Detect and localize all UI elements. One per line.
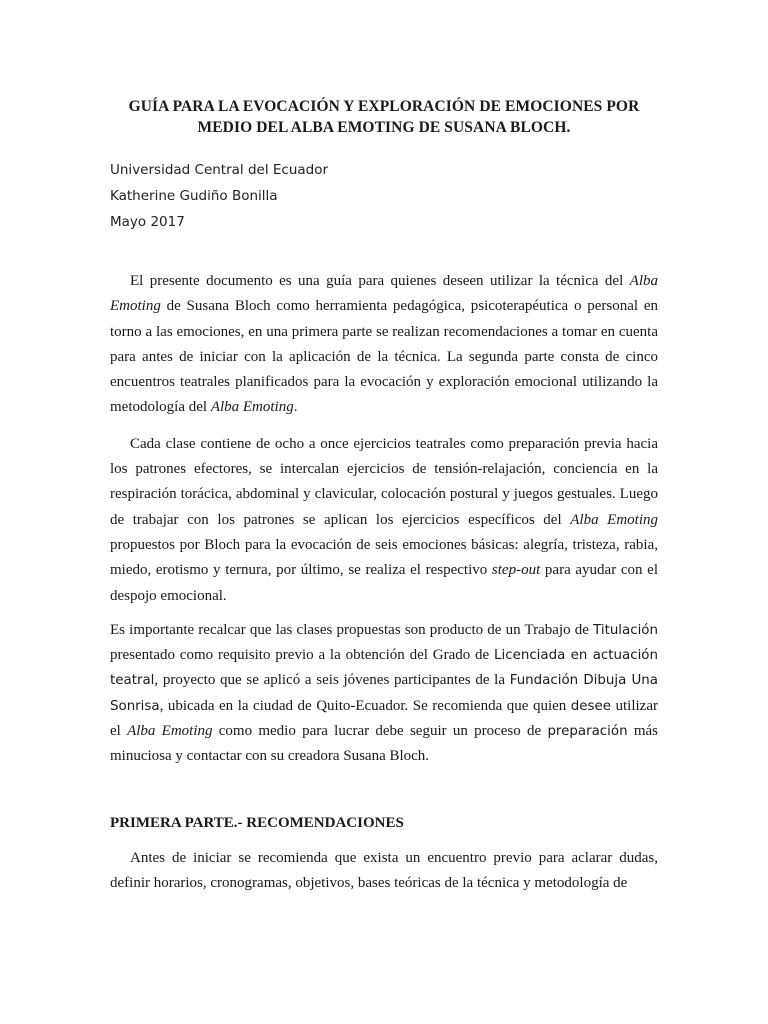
author-info xyxy=(110,157,658,235)
italic-term: Alba Emoting xyxy=(210,399,294,416)
paragraph-introduction xyxy=(110,269,658,421)
text-run: , proyecto que se aplicó a seis jóvenes participantes de la xyxy=(154,672,510,689)
text-run: propuestos por Bloch para la evocación de seis emociones básicas: alegría, tristeza, rabia, miedo, erotismo y ternura, por último, se realiza el respectivo xyxy=(110,536,658,579)
document-title xyxy=(110,96,658,138)
text-run: desee xyxy=(570,698,611,714)
paragraph-class-structure xyxy=(110,432,658,609)
text-run: Titulación xyxy=(593,622,658,638)
section-heading: PRIMERA PARTE.- RECOMENDACIONES xyxy=(110,814,404,831)
title-line-1: GUÍA PARA LA EVOCACIÓN Y EXPLORACIÓN DE EMOCIONES POR xyxy=(128,98,640,115)
text-run: como medio para lucrar debe seguir un proceso de xyxy=(212,723,548,740)
text-run: Es importante recalcar que las clases propuestas son producto de un Trabajo de xyxy=(110,621,594,638)
text-run: , ubicada en la ciudad de Quito-Ecuador. Se recomienda que quien xyxy=(159,697,571,714)
title-line-2: MEDIO DEL ALBA EMOTING DE SUSANA BLOCH. xyxy=(197,119,571,136)
text-run: Cada clase contiene de ocho a once ejercicios teatrales como preparación previa hacia los patrones efectores, se intercalan ejercicios de tensión-relajación, conciencia en la respiración torácica, abdominal y clavicular, colocación postural y juegos gestuales. Luego de trabajar con los patrones se aplican los ejercicios específicos del xyxy=(110,435,658,528)
university-name: Universidad Central del Ecuador xyxy=(110,162,329,178)
text-run: preparación xyxy=(547,724,628,740)
text-run: presentado como requisito previo a la obtención del Grado de xyxy=(110,647,495,664)
paragraph-context xyxy=(110,618,658,770)
italic-term: Alba Emoting xyxy=(110,273,658,315)
text-run: de Susana Bloch como herramienta pedagógica, psicoterapéutica o personal en torno a las emociones, en una primera parte se realizan recomendaciones a tomar en cuenta para antes de iniciar con la aplicación de la técnica. La segunda parte consta de cinco encuentros teatrales planificados para la evocación y exploración emocional utilizando la metodología del xyxy=(110,298,658,416)
text-run: más minuciosa y contactar con su creadora Susana Bloch. xyxy=(110,723,658,765)
text-run: para ayudar con el despojo emocional. xyxy=(110,562,659,604)
italic-term: step-out xyxy=(491,562,541,579)
paragraph-recommendations: Antes de iniciar se recomienda que exista un encuentro previo para aclarar dudas, definir horarios, cronogramas, objetivos, bases teóricas de la técnica y metodología de xyxy=(110,849,658,891)
text-run: . xyxy=(293,399,298,416)
text-run: Licenciada en actuación teatral xyxy=(110,648,658,689)
text-run: El presente documento es una guía para quienes deseen utilizar la técnica del xyxy=(130,273,630,289)
italic-term: Alba Emoting xyxy=(570,511,658,528)
document-date: Mayo 2017 xyxy=(110,214,185,230)
document-page xyxy=(110,96,658,896)
text-run: utilizar el xyxy=(110,697,658,740)
text-run: Fundación Dibuja Una Sonrisa xyxy=(110,673,658,714)
italic-term: Alba Emoting xyxy=(127,723,213,740)
author-name: Katherine Gudiño Bonilla xyxy=(110,188,278,204)
